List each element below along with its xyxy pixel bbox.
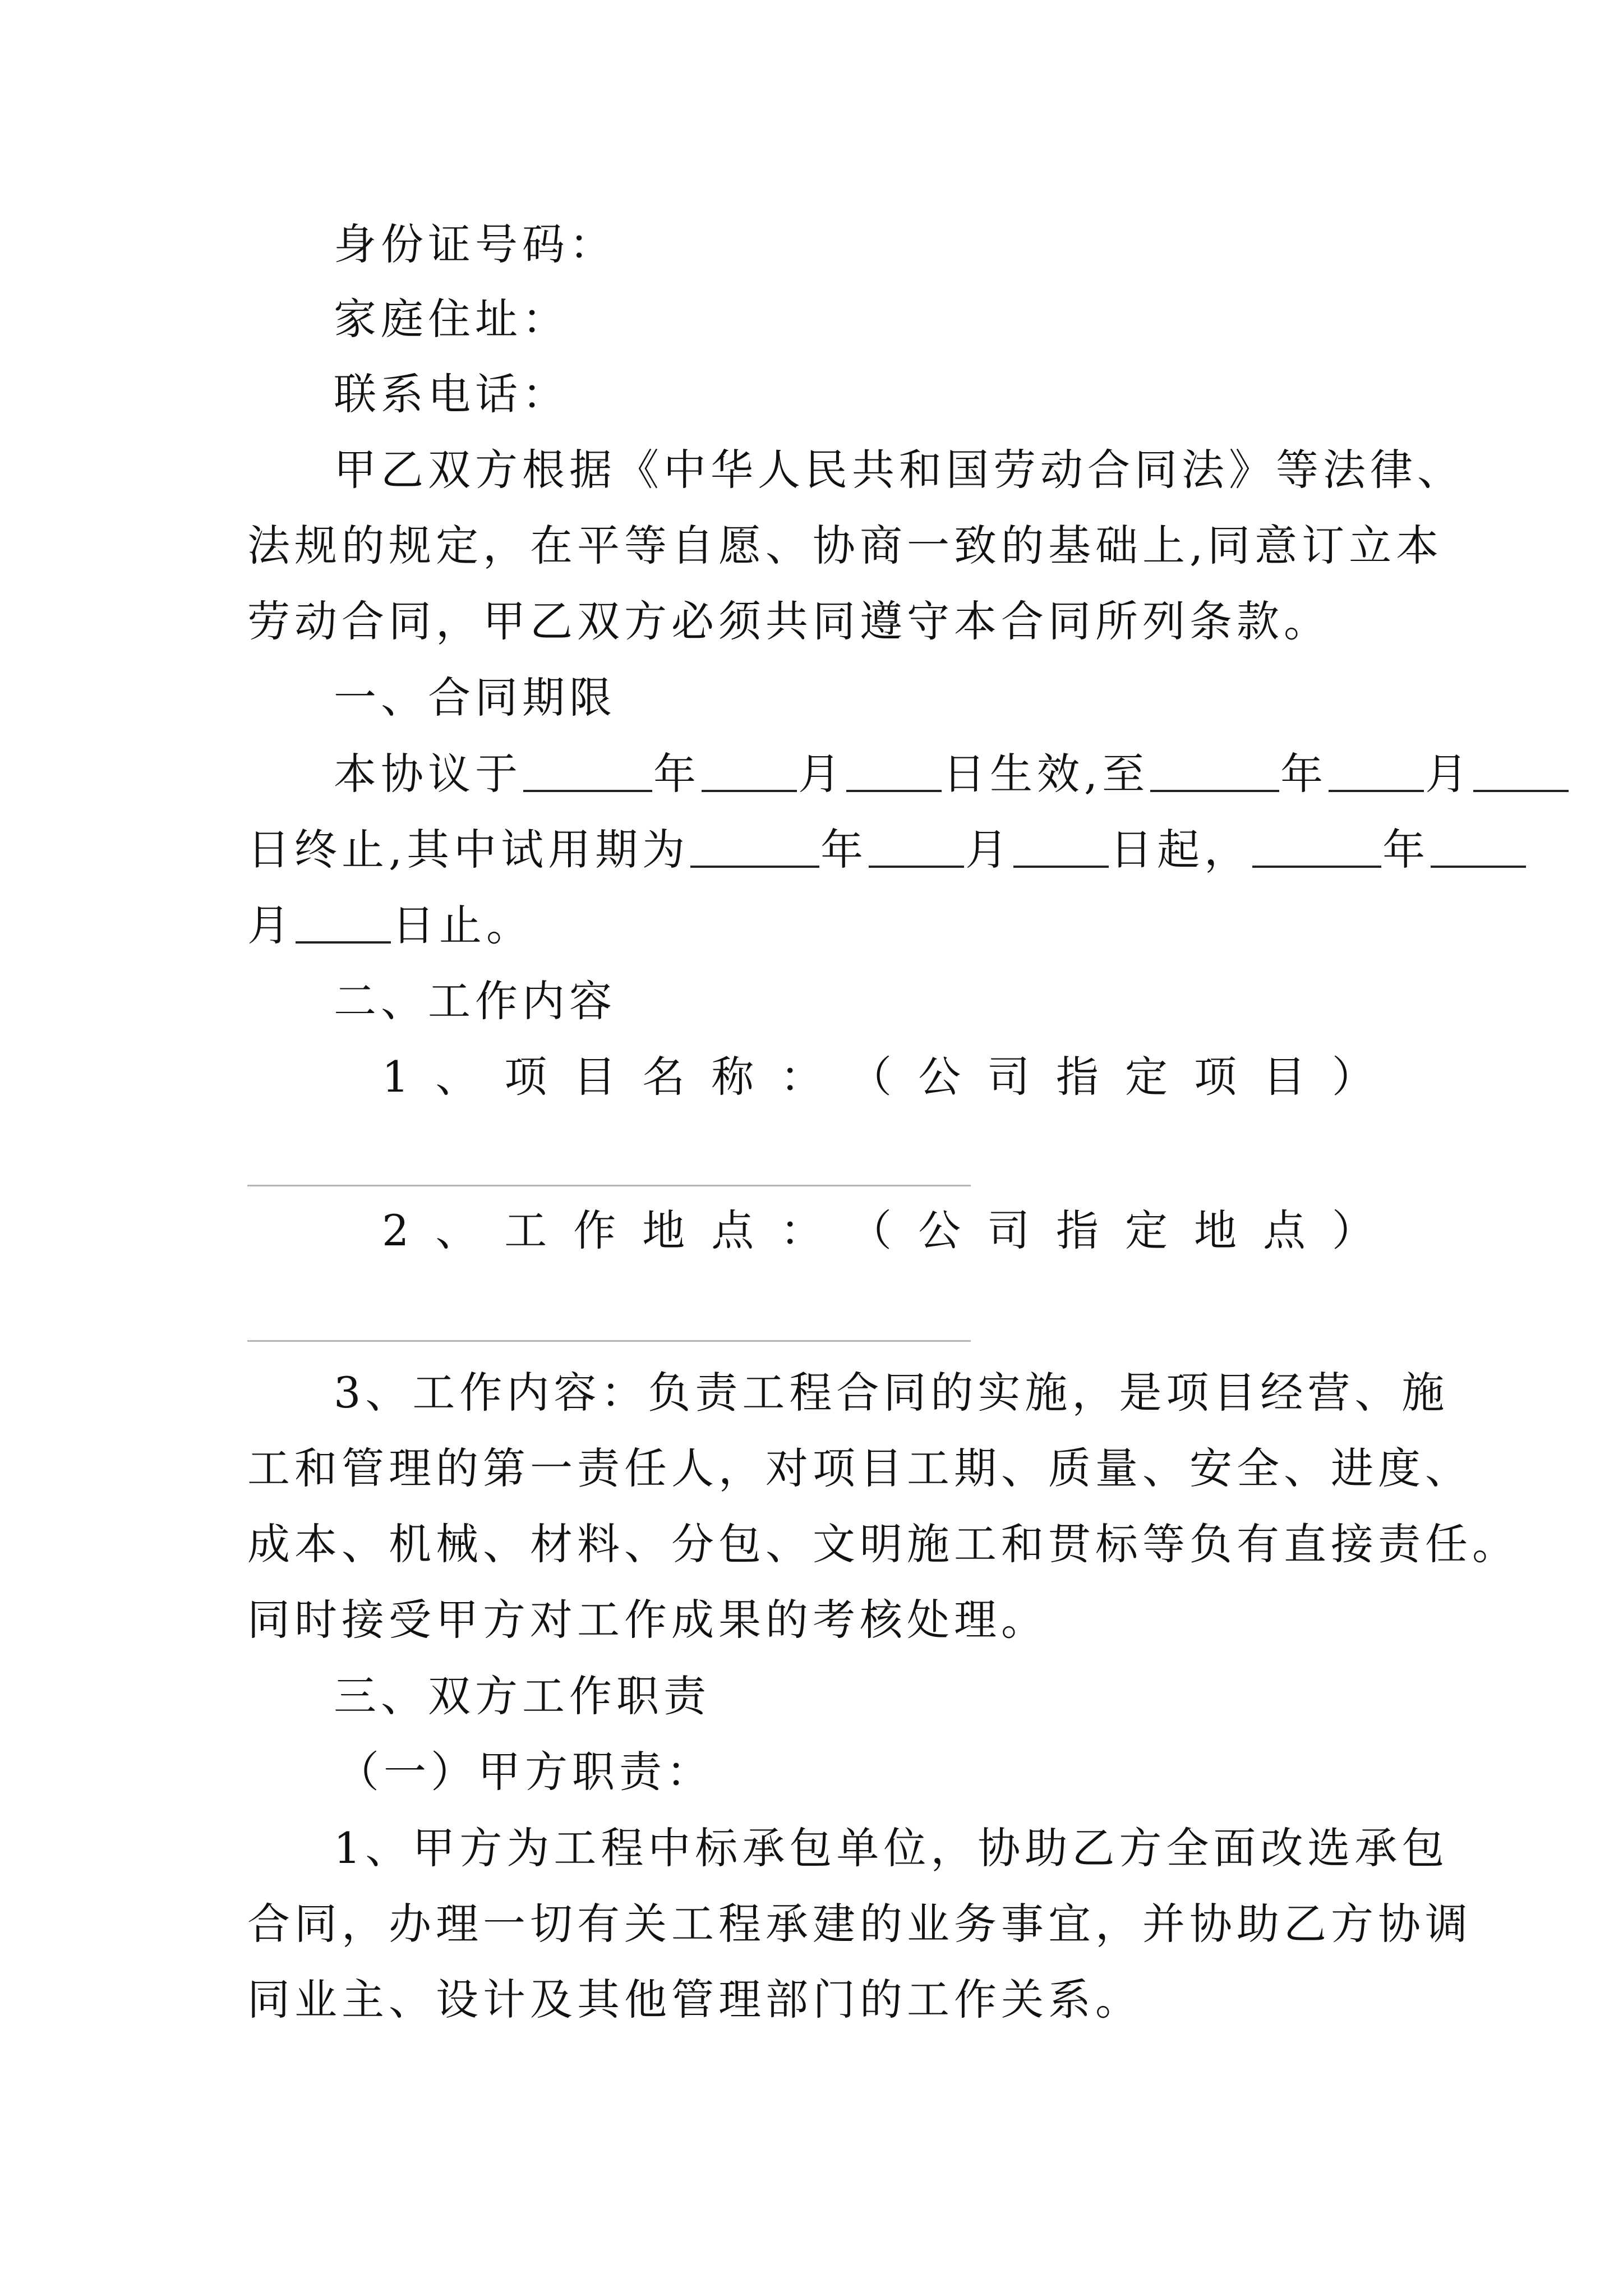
term-text: 日生效,至 xyxy=(943,749,1150,799)
spread-char: 、 xyxy=(435,1052,478,1102)
work-location-underline[interactable] xyxy=(247,1340,971,1342)
term-text: 年 xyxy=(820,825,868,875)
blank-field[interactable] xyxy=(523,754,652,792)
term-text: 日止。 xyxy=(392,900,533,950)
blank-field[interactable] xyxy=(869,830,964,868)
spread-char: （ xyxy=(849,1205,892,1255)
spread-char: 定 xyxy=(1125,1205,1168,1255)
blank-field[interactable] xyxy=(1329,754,1424,792)
spread-char: （ xyxy=(849,1052,892,1102)
blank-field[interactable] xyxy=(1431,830,1526,868)
term-text: 年 xyxy=(1382,825,1430,875)
work-content-line-3: 成本、机械、材料、分包、文明施工和贯标等负有直接责任。 xyxy=(247,1519,1519,1569)
spread-char: 1 xyxy=(382,1052,409,1102)
preamble-line-1: 甲乙双方根据《中华人民共和国劳动合同法》等法律、 xyxy=(334,445,1464,495)
party-a-duties-title: （一）甲方职责： xyxy=(336,1747,713,1797)
home-address-label: 家庭住址： xyxy=(334,294,569,344)
spread-char: ） xyxy=(1331,1205,1375,1255)
section-2-title: 二、工作内容 xyxy=(334,976,616,1026)
spread-char: 地 xyxy=(642,1205,685,1255)
section-3-title: 三、双方工作职责 xyxy=(334,1671,711,1721)
term-text: 年 xyxy=(653,749,700,799)
party-a-duty-line-3: 同业主、设计及其他管理部门的工作关系。 xyxy=(247,1975,1142,2024)
spread-char: 2 xyxy=(382,1205,409,1255)
spread-char: 作 xyxy=(573,1205,616,1255)
work-content-line-4: 同时接受甲方对工作成果的考核处理。 xyxy=(247,1595,1048,1645)
blank-field[interactable] xyxy=(1013,830,1109,868)
spread-char: 目 xyxy=(1262,1052,1306,1102)
blank-field[interactable] xyxy=(1150,754,1279,792)
blank-field[interactable] xyxy=(846,754,942,792)
term-line-1 xyxy=(334,749,1570,799)
work-location-line xyxy=(247,1205,1375,1255)
spread-char: ） xyxy=(1331,1052,1375,1102)
spread-char: 名 xyxy=(642,1052,685,1102)
work-content-line-2: 工和管理的第一责任人，对项目工期、质量、安全、进度、 xyxy=(247,1443,1472,1493)
spread-char: 地 xyxy=(1193,1205,1237,1255)
spread-char: 称 xyxy=(711,1052,754,1102)
spread-char: 公 xyxy=(918,1205,961,1255)
term-line-3 xyxy=(247,900,533,950)
section-1-title: 一、合同期限 xyxy=(334,673,616,723)
spread-char: 定 xyxy=(1125,1052,1168,1102)
term-text: 月 xyxy=(247,900,294,950)
spread-char: 目 xyxy=(573,1052,616,1102)
spread-char: 指 xyxy=(1056,1205,1099,1255)
party-a-duty-line-1: 1、甲方为工程中标承包单位，协助乙方全面改选承包 xyxy=(334,1823,1449,1873)
term-text: 月 xyxy=(965,825,1013,875)
spread-char: ： xyxy=(780,1205,823,1255)
spread-char: 司 xyxy=(987,1052,1030,1102)
spread-char: 工 xyxy=(504,1205,547,1255)
spread-char: 项 xyxy=(1193,1052,1237,1102)
preamble-line-3: 劳动合同，甲乙双方必须共同遵守本合同所列条款。 xyxy=(247,596,1331,646)
term-text: 月 xyxy=(798,749,845,799)
spread-char: 指 xyxy=(1056,1052,1099,1102)
project-name-underline[interactable] xyxy=(247,1185,971,1186)
term-text: 日起， xyxy=(1110,825,1252,875)
party-a-duty-line-2: 合同，办理一切有关工程承建的业务事宜，并协助乙方协调 xyxy=(247,1899,1472,1949)
term-text: 年 xyxy=(1280,749,1328,799)
phone-label: 联系电话： xyxy=(334,369,569,419)
project-name-line xyxy=(247,1052,1375,1102)
term-line-2 xyxy=(247,825,1527,875)
term-text: 月 xyxy=(1425,749,1473,799)
blank-field[interactable] xyxy=(296,905,391,944)
term-text: 本协议于 xyxy=(334,749,522,799)
id-number-label: 身份证号码： xyxy=(334,219,616,269)
spread-char: ： xyxy=(780,1052,823,1102)
spread-char: 点 xyxy=(1262,1205,1306,1255)
spread-char: 、 xyxy=(435,1205,478,1255)
work-content-line-1: 3、工作内容：负责工程合同的实施，是项目经营、施 xyxy=(334,1368,1449,1418)
spread-char: 司 xyxy=(987,1205,1030,1255)
blank-field[interactable] xyxy=(1252,830,1381,868)
spread-char: 公 xyxy=(918,1052,961,1102)
preamble-line-2: 法规的规定，在平等自愿、协商一致的基础上,同意订立本 xyxy=(247,521,1444,570)
blank-field[interactable] xyxy=(702,754,797,792)
blank-field[interactable] xyxy=(1473,754,1569,792)
term-text: 日终止,其中试用期为 xyxy=(247,825,690,875)
spread-char: 点 xyxy=(711,1205,754,1255)
blank-field[interactable] xyxy=(690,830,819,868)
spread-char: 项 xyxy=(504,1052,547,1102)
